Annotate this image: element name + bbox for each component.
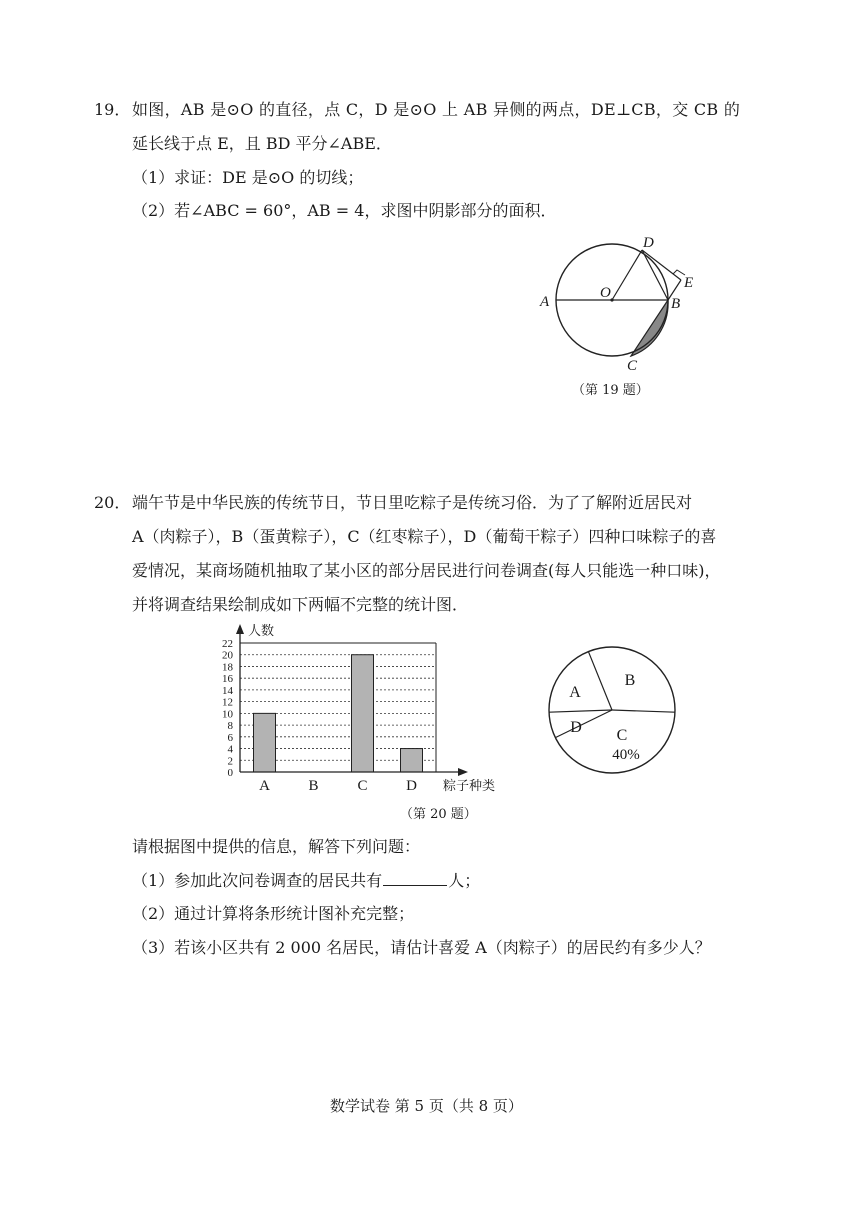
y-tick-label: 12 [222,696,233,709]
answer-blank[interactable] [383,871,447,886]
x-tick-label: C [357,778,368,794]
q19-stem-line1: 如图，AB 是⊙O 的直径，点 C，D 是⊙O 上 AB 异侧的两点，DE⊥CB，交 CB 的 [132,100,741,119]
q20-caption: （第 20 题） [400,807,477,822]
y-tick-label: 2 [227,755,233,768]
q20-part1 [132,871,480,891]
pie-label-b: B [624,672,636,689]
q20-number: 20． [94,493,131,512]
pie-annotation-c: 40% [612,747,640,763]
label-o: O [600,285,611,301]
y-tick-label: 6 [227,731,233,744]
y-tick-label: 10 [222,708,233,721]
y-tick-label: 4 [227,743,233,756]
x-tick-label: A [259,778,270,794]
segment-de [642,250,681,280]
q19-part1: （1）求证：DE 是⊙O 的切线； [132,168,364,187]
segment-od [612,250,642,300]
y-tick-label: 14 [222,684,233,697]
y-tick-label: 0 [227,767,233,779]
q20-stem-line3: 爱情况，某商场随机抽取了某小区的部分居民进行问卷调查(每人只能选一种口味)， [132,561,721,580]
y-tick-label: 8 [227,720,233,733]
y-tick-label: 20 [222,649,233,662]
y-tick-label: 16 [222,673,233,686]
y-tick-label: 18 [222,661,233,674]
q19-caption: （第 19 题） [572,383,649,398]
q20-part1-suffix: 人； [448,871,481,890]
q19-part2: （2）若∠ABC = 60°，AB = 4，求图中阴影部分的面积． [132,201,557,220]
y-tick-label: 22 [222,638,233,650]
q19-stem-line2: 延长线于点 E，且 BD 平分∠ABE． [132,134,392,153]
x-axis-title: 粽子种类 [443,779,496,794]
chord-bd [642,250,668,300]
label-c: C [627,358,638,372]
label-b: B [671,296,681,312]
x-tick-label: D [406,778,417,794]
q20-prompt: 请根据图中提供的信息，解答下列问题： [132,837,421,856]
y-axis-title: 人数 [248,624,275,639]
label-a: A [540,294,550,310]
label-e: E [684,275,694,291]
q20-stem-line2: A（肉粽子），B（蛋黄粽子），C（红枣粽子），D（葡萄干粽子）四种口味粽子的喜 [132,527,717,546]
page-footer: 数学试卷 第 5 页（共 8 页） [330,1097,523,1115]
bar-d [401,749,423,772]
pie-label-c: C [616,727,628,744]
bar-c [352,655,374,772]
label-d: D [643,235,654,251]
pie-label-a: A [569,684,581,701]
q20-stem-line4: 并将调查结果绘制成如下两幅不完整的统计图． [132,595,469,614]
pie-chart [540,640,685,780]
q19-number: 19． [94,100,131,119]
bar-chart [200,618,500,798]
x-tick-label: B [308,778,319,794]
x-axis-arrow [458,768,468,776]
q20-stem-line1: 端午节是中华民族的传统节日，节日里吃粽子是传统习俗．为了了解附近居民对 [132,493,693,512]
y-axis-arrow [236,624,244,634]
pie-label-d: D [570,719,582,736]
q20-part3: （3）若该小区共有 2 000 名居民，请估计喜爱 A（肉粽子）的居民约有多少人？ [132,938,711,957]
bar-a [254,713,276,772]
q20-part2: （2）通过计算将条形统计图补充完整； [132,904,415,923]
center-dot [610,298,613,301]
q19-geometry-figure [530,232,710,372]
q20-part1-text: （1）参加此次问卷调查的居民共有 [132,871,383,890]
shaded-segment [631,300,668,356]
